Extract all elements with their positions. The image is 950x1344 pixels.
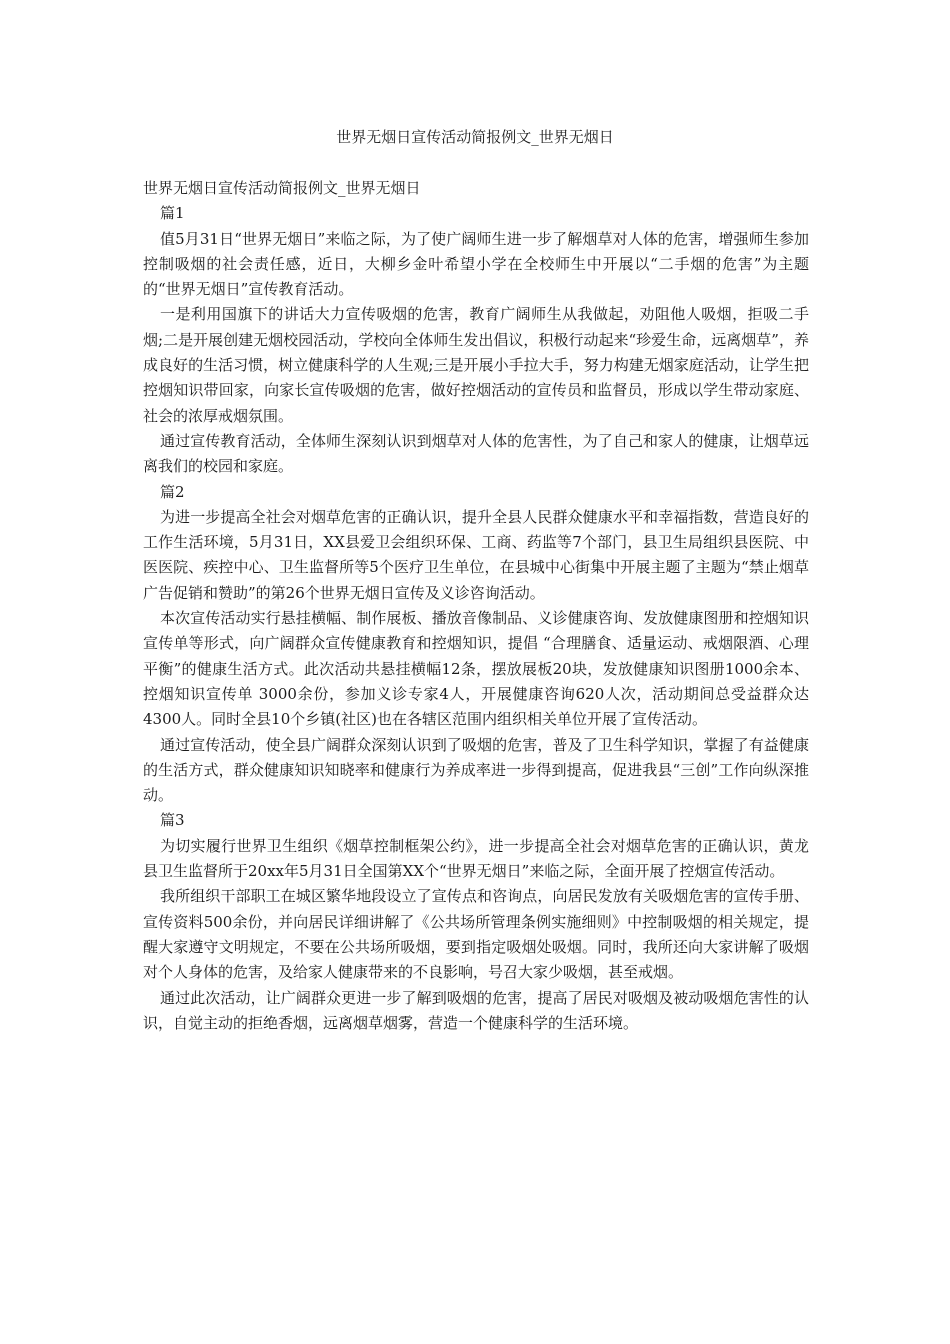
document-body bbox=[143, 176, 809, 1036]
section-label-2: 篇2 bbox=[160, 482, 185, 501]
paragraph: 值5月31日“世界无烟日”来临之际，为了使广阔师生进一步了解烟草对人体的危害，增强师生参加控制吸烟的社会责任感，近日，大柳乡金叶希望小学在全校师生中开展以“二手烟的危害”为主题的“世界无烟日”宣传教育活动。 bbox=[143, 229, 809, 299]
section-label-1: 篇1 bbox=[160, 204, 185, 223]
paragraph: 通过宣传活动，使全县广阔群众深刻认识到了吸烟的危害，普及了卫生科学知识，掌握了有益健康的生活方式，群众健康知识知晓率和健康行为养成率进一步得到提高，促进我县“三创”工作向纵深推动。 bbox=[143, 735, 809, 805]
document-title: 世界无烟日宣传活动简报例文_世界无烟日 bbox=[336, 128, 614, 146]
paragraph: 通过此次活动，让广阔群众更进一步了解到吸烟的危害，提高了居民对吸烟及被动吸烟危害性的认识，自觉主动的拒绝香烟，远离烟草烟雾，营造一个健康科学的生活环境。 bbox=[143, 988, 809, 1032]
section-label-3: 篇3 bbox=[160, 811, 185, 830]
paragraph: 为切实履行世界卫生组织《烟草控制框架公约》，进一步提高全社会对烟草危害的正确认识，黄龙县卫生监督所于20xx年5月31日全国第XX个“世界无烟日”来临之际，全面开展了控烟宣传活动。 bbox=[143, 836, 809, 881]
paragraph: 通过宣传教育活动，全体师生深刻认识到烟草对人体的危害性，为了自己和家人的健康，让烟草远离我们的校园和家庭。 bbox=[143, 431, 809, 476]
paragraph: 本次宣传活动实行悬挂横幅、制作展板、播放音像制品、义诊健康咨询、发放健康图册和控烟知识宣传单等形式，向广阔群众宣传健康教育和控烟知识，提倡 “合理膳食、适量运动、戒烟限酒、心理平衡”的健康生活方式。此次活动共悬挂横幅12条，摆放展板20块，发放健康知识图册1000余本、控烟知识宣传单 3000余份，参加义诊专家4人，开展健康咨询620人次，活动期间总受益群众达4300人。同时全县10个乡镇(社区)也在各辖区范围内组织相关单位开展了宣传活动。 bbox=[143, 609, 809, 729]
paragraph: 一是利用国旗下的讲话大力宣传吸烟的危害，教育广阔师生从我做起，劝阻他人吸烟，拒吸二手烟;二是开展创建无烟校园活动，学校向全体师生发出倡议，积极行动起来“珍爱生命，远离烟草”，养成良好的生活习惯，树立健康科学的人生观;三是开展小手拉大手，努力构建无烟家庭活动，让学生把控烟知识带回家，向家长宣传吸烟的危害，做好控烟活动的宣传员和监督员，形成以学生带动家庭、社会的浓厚戒烟氛围。 bbox=[143, 305, 809, 425]
document-subtitle: 世界无烟日宣传活动简报例文_世界无烟日 bbox=[143, 179, 421, 197]
paragraph: 为进一步提高全社会对烟草危害的正确认识，提升全县人民群众健康水平和幸福指数，营造良好的工作生活环境，5月31日，XX县爱卫会组织环保、工商、药监等7个部门，县卫生局组织县医院、中医医院、疾控中心、卫生监督所等5个医疗卫生单位，在县城中心街集中开展主题了主题为“禁止烟草广告促销和赞助”的第26个世界无烟日宣传及义诊咨询活动。 bbox=[143, 507, 809, 602]
paragraph: 我所组织干部职工在城区繁华地段设立了宣传点和咨询点，向居民发放有关吸烟危害的宣传手册、宣传资料500余份，并向居民详细讲解了《公共场所管理条例实施细则》中控制吸烟的相关规定，提醒大家遵守文明规定，不要在公共场所吸烟，要到指定吸烟处吸烟。同时，我所还向大家讲解了吸烟对个人身体的危害，及给家人健康带来的不良影响，号召大家少吸烟，甚至戒烟。 bbox=[143, 887, 809, 982]
